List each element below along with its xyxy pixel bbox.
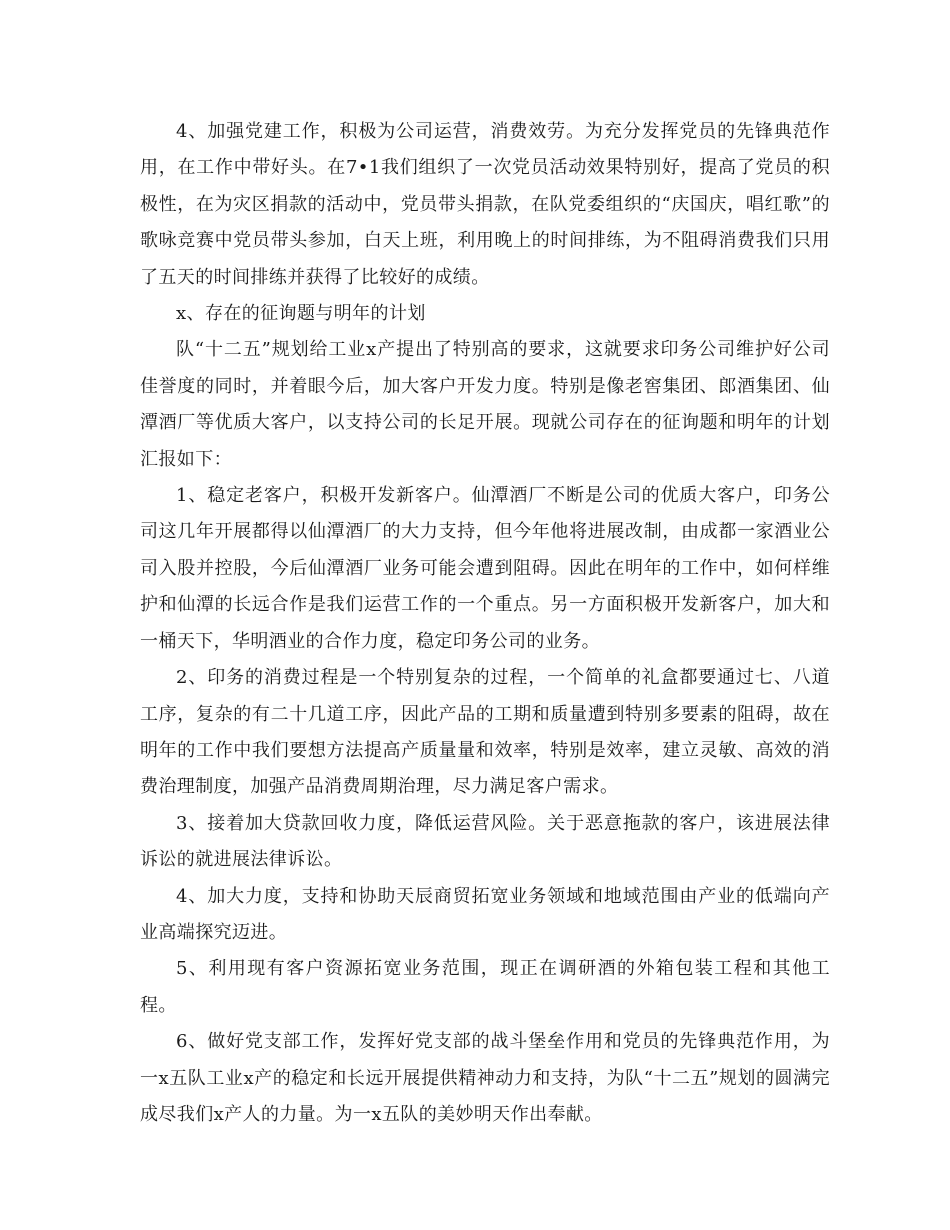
document-body [140,114,830,1133]
paragraph-plan-item-1: 1、稳定老客户，积极开发新客户。仙潭酒厂不断是公司的优质大客户，印务公司这几年开展都得以仙潭酒厂的大力支持，但今年他将进展改制，由成都一家酒业公司入股并控股，今后仙潭酒厂业务可能会遭到阻碍。因此在明年的工作中，如何样维护和仙潭的长远合作是我们运营工作的一个重点。另一方面积极开发新客户，加大和一桶天下，华明酒业的合作力度，稳定印务公司的业务。 [140,485,830,652]
paragraph-plan-item-4: 4、加大力度，支持和协助天辰商贸拓宽业务领域和地域范围由产业的低端向产业高端探究迈进。 [140,885,830,943]
paragraph-plan-intro: 队“十二五”规划给工业x产提出了特别高的要求，这就要求印务公司维护好公司佳誉度的同时，并着眼今后，加大客户开发力度。特别是像老窖集团、郎酒集团、仙潭酒厂等优质大客户，以支持公司的长足开展。现就公司存在的征询题和明年的计划汇报如下： [140,339,830,470]
paragraph-plan-item-5: 5、利用现有客户资源拓宽业务范围，现正在调研酒的外箱包装工程和其他工程。 [140,958,830,1016]
section-heading-problems-and-plan: x、存在的征询题与明年的计划 [176,303,426,325]
paragraph-plan-item-3: 3、接着加大贷款回收力度，降低运营风险。关于恶意拖款的客户，该进展法律诉讼的就进展法律诉讼。 [140,812,830,871]
paragraph-plan-item-2: 2、印务的消费过程是一个特别复杂的过程，一个简单的礼盒都要通过七、八道工序，复杂的有二十几道工序，因此产品的工期和质量遭到特别多要素的阻碍，故在明年的工作中我们要想方法提高产质量量和效率，特别是效率，建立灵敏、高效的消费治理制度，加强产品消费周期治理，尽力满足客户需求。 [140,667,830,798]
paragraph-party-building: 4、加强党建工作，积极为公司运营，消费效劳。为充分发挥党员的先锋典范作用，在工作中带好头。在7•1我们组织了一次党员活动效果特别好，提高了党员的积极性，在为灾区捐款的活动中，党员带头捐款，在队党委组织的“庆国庆，唱红歌”的歌咏竞赛中党员带头参加，白天上班，利用晚上的时间排练，为不阻碍消费我们只用了五天的时间排练并获得了比较好的成绩。 [140,121,830,288]
paragraph-plan-item-6: 6、做好党支部工作，发挥好党支部的战斗堡垒作用和党员的先锋典范作用，为一x五队工业x产的稳定和长远开展提供精神动力和支持，为队“十二五”规划的圆满完成尽我们x产人的力量。为一x五队的美妙明天作出奉献。 [140,1031,830,1125]
